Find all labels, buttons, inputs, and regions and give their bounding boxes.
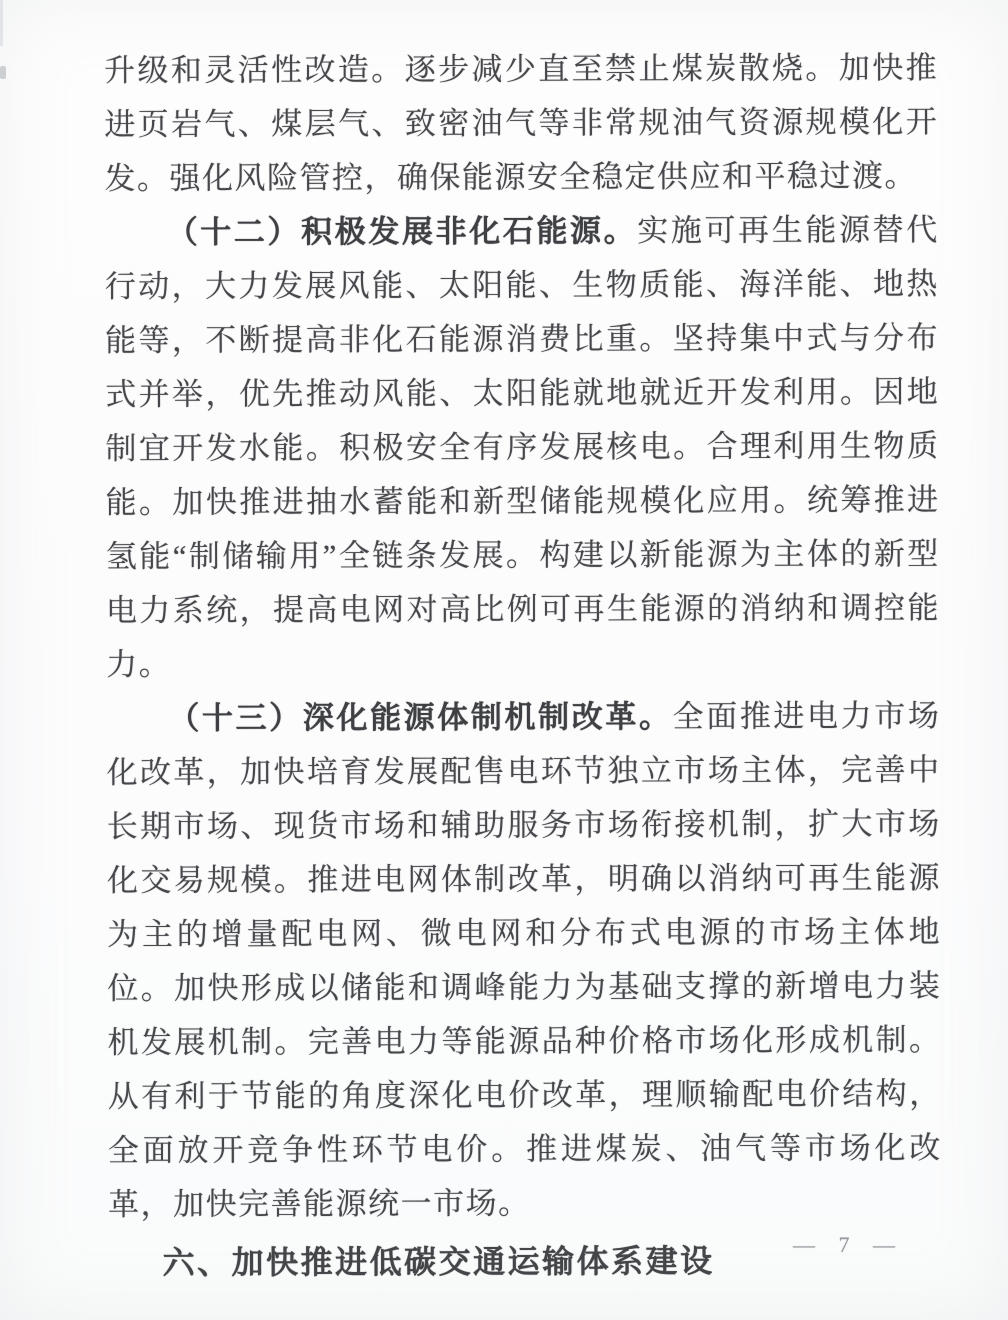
clause-12-lead: （十二）积极发展非化石能源。 xyxy=(166,213,638,250)
scan-artifact xyxy=(0,0,3,46)
paragraph-clause-13 xyxy=(106,689,942,1232)
page-body xyxy=(104,41,942,1290)
scan-artifact xyxy=(0,66,6,79)
clause-12-text: 实施可再生能源替代行动，大力发展风能、太阳能、生物质能、海洋能、地热能等，不断提高非化石能源消费比重。坚持集中式与分布式并举，优先推动风能、太阳能就地就近开发利用。因地制宜开发水能。积极安全有序发展核电。合理利用生物质能。加快推进抽水蓄能和新型储能规模化应用。统筹推进氢能“制储输用”全链条发展。构建以新能源为主体的新型电力系统，提高电网对高比例可再生能源的消纳和调控能力。 xyxy=(104,212,941,682)
paragraph-clause-12 xyxy=(105,203,941,692)
paragraph-continuation: 升级和灵活性改造。逐步减少直至禁止煤炭散烧。加快推进页岩气、煤层气、致密油气等非常规油气资源规模化开发。强化风险管控，确保能源安全稳定供应和平稳过渡。 xyxy=(104,50,939,196)
section-heading: 六、加快推进低碳交通运输体系建设 xyxy=(162,1242,715,1281)
clause-13-lead: （十三）深化能源体制机制改革。 xyxy=(168,699,673,736)
clause-13-text: 全面推进电力市场化改革，加快培育发展配售电环节独立市场主体，完善中长期市场、现货市场和辅助服务市场衔接机制，扩大市场化交易规模。推进电网体制改革，明确以消纳可再生能源为主的增量配电网、微电网和分布式电源的市场主体地位。加快形成以储能和调峰能力为基础支撑的新增电力装机发展机制。完善电力等能源品种价格市场化形成机制。从有利于节能的角度深化电价改革，理顺输配电价结构，全面放开竞争性环节电价。推进煤炭、油气等市场化改革，加快完善能源统一市场。 xyxy=(106,698,942,1222)
page-number: — 7 — xyxy=(793,1232,904,1257)
